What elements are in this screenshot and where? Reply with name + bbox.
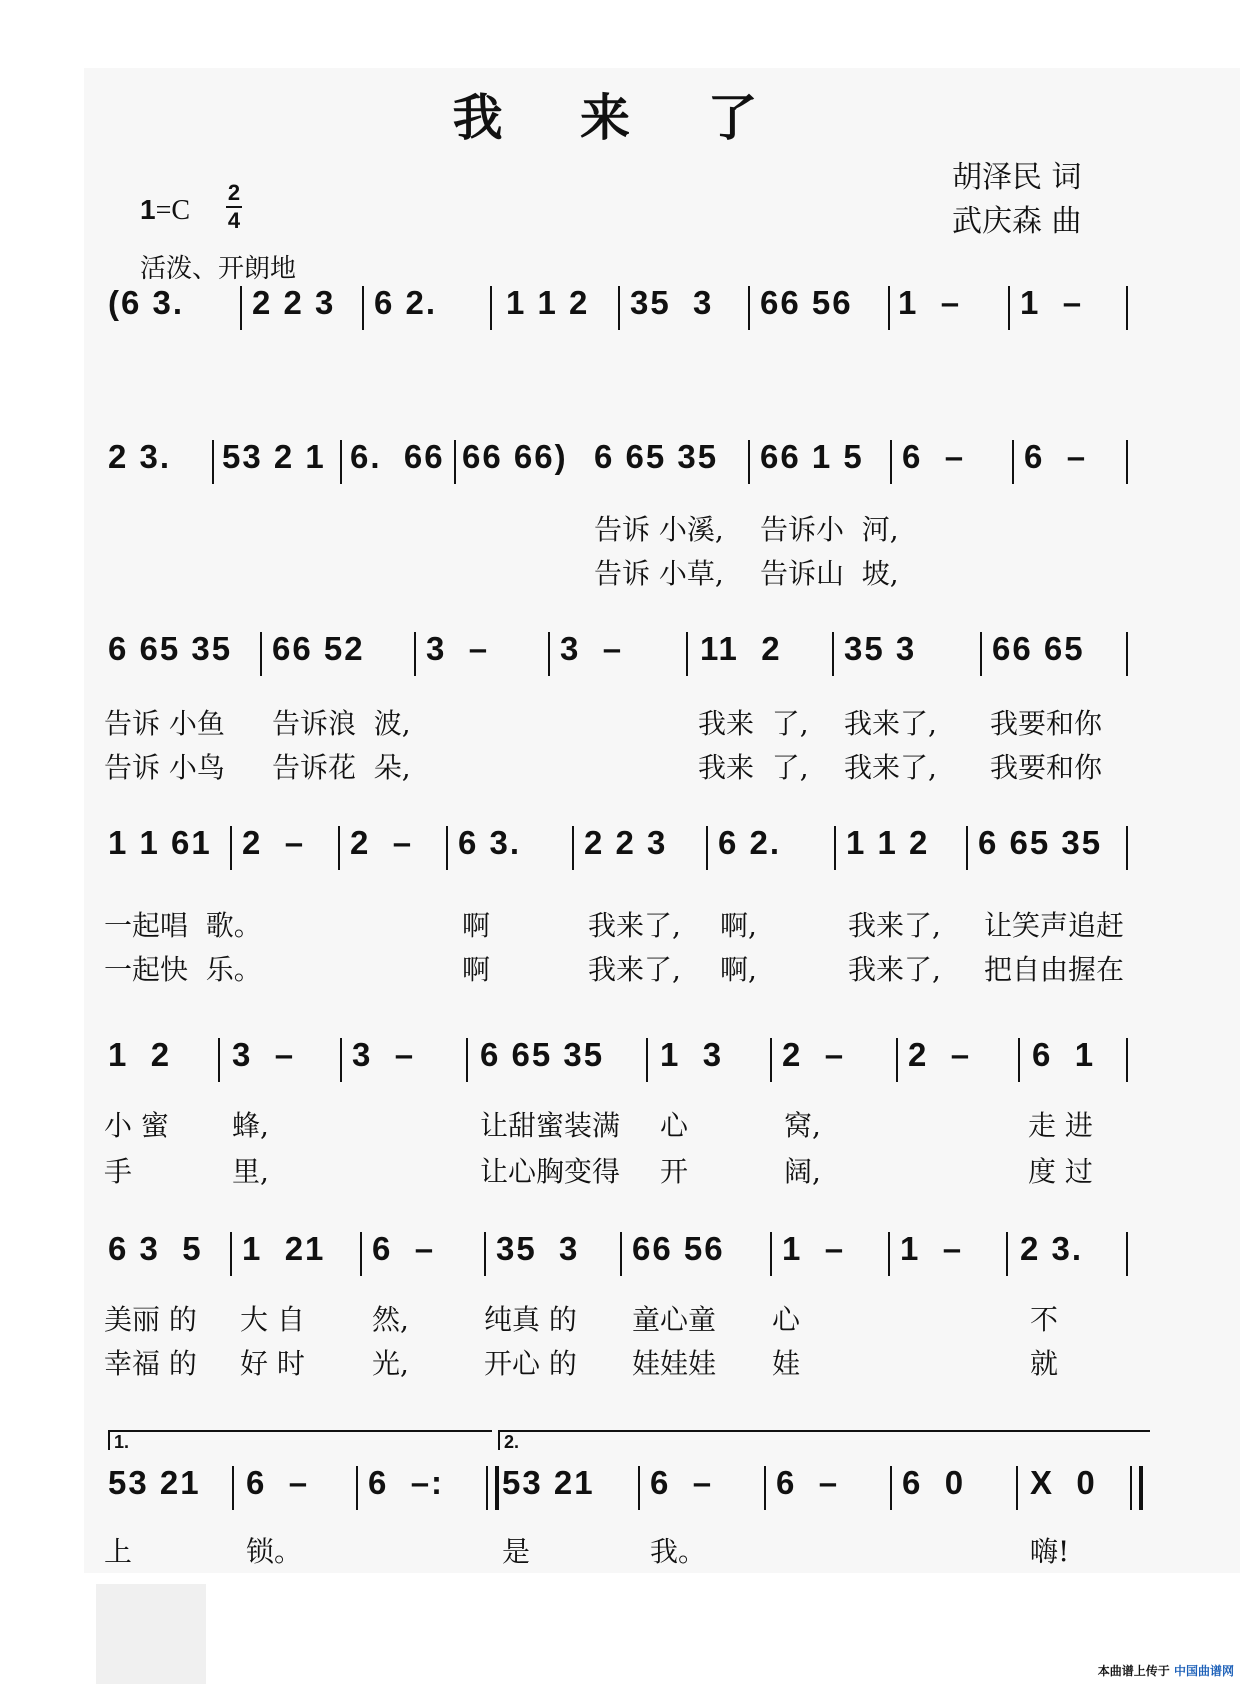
lyrics-row-5-verse-2 xyxy=(0,1150,1240,1190)
barline xyxy=(484,1232,486,1276)
barline xyxy=(1008,286,1010,330)
footer-credit xyxy=(1098,1662,1234,1679)
lyric: 告诉小 河, xyxy=(760,513,899,546)
lyric: 大 自 xyxy=(240,1303,305,1336)
repeat-end-barline xyxy=(486,1466,499,1510)
lyrics-row-4-verse-1 xyxy=(0,904,1240,944)
bar: 6 0 xyxy=(902,1464,966,1501)
lyric: 我来 了, xyxy=(698,707,809,740)
lyric: 啊 xyxy=(462,953,491,986)
lyric: 走 进 xyxy=(1028,1109,1093,1142)
lyric: 窝, xyxy=(784,1109,821,1142)
lyric: 告诉 小鸟 xyxy=(104,751,225,784)
bar: 6 65 35 xyxy=(594,438,719,475)
lyric: 告诉花 朵, xyxy=(272,751,411,784)
barline xyxy=(414,632,416,676)
barline xyxy=(360,1232,362,1276)
lyric: 把自由握在 xyxy=(984,953,1125,986)
lyric: 我来了, xyxy=(588,909,681,942)
lyric: 锁。 xyxy=(246,1535,303,1568)
bar: X 0 xyxy=(1030,1464,1097,1501)
barline xyxy=(888,286,890,330)
bar: 6 3. xyxy=(458,824,522,861)
barline xyxy=(1126,440,1128,484)
lyric: 好 时 xyxy=(240,1347,305,1380)
bar: 1 21 xyxy=(242,1230,326,1267)
lyrics-row-6-verse-1 xyxy=(0,1298,1240,1338)
lyrics-row-3-verse-1 xyxy=(0,702,1240,742)
bar: 6 – xyxy=(776,1464,840,1501)
bar: 1 – xyxy=(900,1230,964,1267)
bar: (6 3. xyxy=(108,284,185,321)
bar: 35 3 xyxy=(496,1230,580,1267)
barline xyxy=(890,1466,892,1510)
barline xyxy=(980,632,982,676)
lyric: 娃 xyxy=(772,1347,801,1380)
staff-row-1 xyxy=(0,280,1240,340)
lyric: 我要和你 xyxy=(990,707,1103,740)
barline xyxy=(1126,1038,1128,1082)
bar: 2 3. xyxy=(1020,1230,1084,1267)
lyrics-row-6-verse-2 xyxy=(0,1342,1240,1382)
lyric: 让心胸变得 xyxy=(480,1155,621,1188)
lyricist-credit: 胡泽民 词 xyxy=(952,160,1082,195)
key-prefix: 1 xyxy=(140,194,156,225)
barline xyxy=(834,826,836,870)
lyric: 告诉 小草, xyxy=(594,557,724,590)
bar: 3 – xyxy=(352,1036,416,1073)
song-title: 我 来 了 xyxy=(452,88,788,147)
bar: 53 21 xyxy=(108,1464,201,1501)
bar: 2 – xyxy=(908,1036,972,1073)
barline xyxy=(1126,1232,1128,1276)
barline xyxy=(620,1232,622,1276)
barline xyxy=(832,632,834,676)
barline xyxy=(338,826,340,870)
barline xyxy=(446,826,448,870)
bar: 2 2 3 xyxy=(584,824,668,861)
bar: 66 52 xyxy=(272,630,365,667)
lyric: 告诉山 坡, xyxy=(760,557,899,590)
bar: 6 65 35 xyxy=(108,630,233,667)
volta-first: 1. xyxy=(108,1430,492,1450)
bar: 53 21 xyxy=(502,1464,595,1501)
lyric: 告诉 小溪, xyxy=(594,513,724,546)
lyric: 我要和你 xyxy=(990,751,1103,784)
bar: 6 2. xyxy=(718,824,782,861)
lyric: 一起唱 歌。 xyxy=(104,909,262,942)
time-bottom: 4 xyxy=(227,208,241,233)
barline xyxy=(260,632,262,676)
lyric: 我来了, xyxy=(588,953,681,986)
bar: 35 3 xyxy=(630,284,714,321)
bar: 2 2 3 xyxy=(252,284,336,321)
volta-second: 2. xyxy=(498,1430,1150,1450)
lyric: 一起快 乐。 xyxy=(104,953,262,986)
barline xyxy=(466,1038,468,1082)
staff-row-2 xyxy=(0,434,1240,494)
barline xyxy=(686,632,688,676)
bar: 6 – xyxy=(1024,438,1088,475)
lyric: 我来 了, xyxy=(698,751,809,784)
lyric: 阔, xyxy=(784,1155,821,1188)
lyrics-row-2-verse-2 xyxy=(0,552,1240,592)
final-barline xyxy=(1130,1466,1143,1510)
lyric: 蜂, xyxy=(232,1109,269,1142)
barline xyxy=(240,286,242,330)
bar: 6 – xyxy=(650,1464,714,1501)
lyric: 告诉 小鱼 xyxy=(104,707,225,740)
lyric: 幸福 的 xyxy=(104,1347,197,1380)
lyric: 娃娃娃 xyxy=(632,1347,717,1380)
key-rest: =C xyxy=(155,195,191,226)
barline xyxy=(896,1038,898,1082)
lyric: 是 xyxy=(502,1535,531,1568)
tempo-marking: 活泼、开朗地 xyxy=(140,254,297,284)
barline xyxy=(1018,1038,1020,1082)
bar: 6 – xyxy=(246,1464,310,1501)
barline xyxy=(1006,1232,1008,1276)
barline xyxy=(770,1232,772,1276)
bar: 6 3 5 xyxy=(108,1230,203,1267)
barline xyxy=(618,286,620,330)
lyric: 心 xyxy=(772,1303,801,1336)
barline xyxy=(572,826,574,870)
lyric: 度 过 xyxy=(1028,1155,1093,1188)
barline xyxy=(1126,632,1128,676)
barline xyxy=(638,1466,640,1510)
bar: 3 – xyxy=(232,1036,296,1073)
blurred-area xyxy=(96,1584,206,1684)
bar: 2 – xyxy=(782,1036,846,1073)
bar: 6 2. xyxy=(374,284,438,321)
footer-text: 本曲谱上传于 xyxy=(1097,1664,1170,1678)
lyric: 我来了, xyxy=(844,751,937,784)
bar: 6. 66 xyxy=(350,438,445,475)
barline xyxy=(340,1038,342,1082)
bar: 1 – xyxy=(782,1230,846,1267)
lyric: 心 xyxy=(660,1109,689,1142)
lyric: 上 xyxy=(104,1535,133,1568)
lyric: 开 xyxy=(660,1155,689,1188)
bar: 2 – xyxy=(242,824,306,861)
lyric: 我来了, xyxy=(848,953,941,986)
composer-credit: 武庆森 曲 xyxy=(952,204,1082,239)
lyric: 不 xyxy=(1030,1303,1059,1336)
staff-row-4 xyxy=(0,820,1240,880)
bar: 1 2 xyxy=(108,1036,172,1073)
staff-row-7 xyxy=(0,1460,1240,1520)
lyrics-row-2-verse-1 xyxy=(0,508,1240,548)
barline xyxy=(966,826,968,870)
barline xyxy=(1012,440,1014,484)
bar: 2 – xyxy=(350,824,414,861)
barline xyxy=(706,826,708,870)
lyrics-row-3-verse-2 xyxy=(0,746,1240,786)
barline xyxy=(490,286,492,330)
lyric: 让笑声追赶 xyxy=(984,909,1125,942)
barline xyxy=(1016,1466,1018,1510)
lyric: 里, xyxy=(232,1155,269,1188)
bar: 6 65 35 xyxy=(978,824,1103,861)
bar: 35 3 xyxy=(844,630,917,667)
bar: 53 2 1 xyxy=(222,438,326,475)
bar: 6 – xyxy=(902,438,966,475)
site-logo: 中国曲谱网 xyxy=(1173,1664,1234,1678)
lyric: 啊 xyxy=(462,909,491,942)
lyric: 啊, xyxy=(720,953,757,986)
barline xyxy=(230,826,232,870)
bar: 1 1 2 xyxy=(506,284,590,321)
staff-row-5 xyxy=(0,1032,1240,1092)
barline xyxy=(230,1232,232,1276)
bar: 1 1 61 xyxy=(108,824,212,861)
bar: 1 1 2 xyxy=(846,824,930,861)
barline xyxy=(1126,286,1128,330)
barline xyxy=(548,632,550,676)
barline xyxy=(748,440,750,484)
lyrics-row-4-verse-2 xyxy=(0,948,1240,988)
bar: 2 3. xyxy=(108,438,172,475)
bar: 6 –: xyxy=(368,1464,445,1501)
bar: 3 – xyxy=(426,630,490,667)
barline xyxy=(218,1038,220,1082)
bar: 1 – xyxy=(1020,284,1084,321)
lyric: 嗨! xyxy=(1030,1535,1070,1568)
bar: 66 65 xyxy=(992,630,1085,667)
barline xyxy=(340,440,342,484)
barline xyxy=(646,1038,648,1082)
barline xyxy=(212,440,214,484)
bar: 66 66) xyxy=(462,438,568,475)
lyric: 开心 的 xyxy=(484,1347,577,1380)
time-signature xyxy=(226,182,242,232)
barline xyxy=(362,286,364,330)
lyric: 然, xyxy=(372,1303,409,1336)
lyrics-row-5-verse-1 xyxy=(0,1104,1240,1144)
barline xyxy=(770,1038,772,1082)
lyric: 纯真 的 xyxy=(484,1303,577,1336)
bar: 1 – xyxy=(898,284,962,321)
lyric: 我来了, xyxy=(848,909,941,942)
lyric: 童心童 xyxy=(632,1303,717,1336)
lyric: 我。 xyxy=(650,1535,707,1568)
lyric: 小 蜜 xyxy=(104,1109,169,1142)
lyric: 就 xyxy=(1030,1347,1059,1380)
bar: 6 – xyxy=(372,1230,436,1267)
bar: 66 56 xyxy=(632,1230,725,1267)
lyrics-row-7 xyxy=(0,1530,1240,1570)
key-signature xyxy=(140,194,190,227)
barline xyxy=(232,1466,234,1510)
barline xyxy=(1126,826,1128,870)
bar: 66 56 xyxy=(760,284,853,321)
time-top: 2 xyxy=(227,180,241,205)
barline xyxy=(890,440,892,484)
barline xyxy=(764,1466,766,1510)
lyric: 我来了, xyxy=(844,707,937,740)
bar: 6 1 xyxy=(1032,1036,1096,1073)
staff-row-6 xyxy=(0,1226,1240,1286)
bar: 6 65 35 xyxy=(480,1036,605,1073)
lyric: 啊, xyxy=(720,909,757,942)
bar: 1 3 xyxy=(660,1036,724,1073)
bar: 66 1 5 xyxy=(760,438,864,475)
lyric: 告诉浪 波, xyxy=(272,707,411,740)
lyric: 手 xyxy=(104,1155,133,1188)
lyric: 美丽 的 xyxy=(104,1303,197,1336)
staff-row-3 xyxy=(0,626,1240,686)
lyric: 光, xyxy=(372,1347,409,1380)
barline xyxy=(888,1232,890,1276)
barline xyxy=(748,286,750,330)
lyric: 让甜蜜装满 xyxy=(480,1109,621,1142)
barline xyxy=(454,440,456,484)
bar: 11 2 xyxy=(700,630,782,667)
barline xyxy=(356,1466,358,1510)
bar: 3 – xyxy=(560,630,624,667)
